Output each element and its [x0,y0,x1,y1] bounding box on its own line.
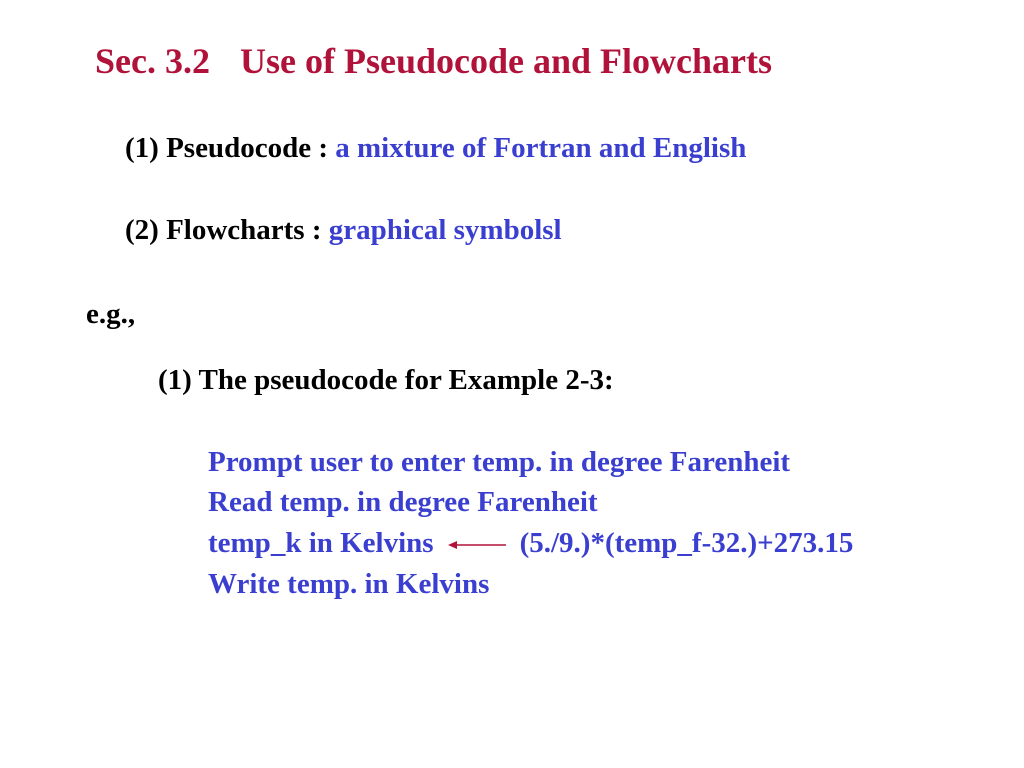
item-flowcharts-desc: graphical symbolsl [328,214,562,246]
section-number: Sec. 3.2 [95,41,210,81]
item-flowcharts-label: (2) Flowcharts : [125,214,329,246]
code-line-1: Prompt user to enter temp. in degree Farenheit [208,446,791,478]
code-line-3-left: temp_k in Kelvins [208,527,434,559]
left-arrow-icon [448,538,508,552]
item-flowcharts [125,214,562,247]
item-pseudocode-label: (1) Pseudocode : [125,132,336,164]
code-line-4: Write temp. in Kelvins [208,568,490,600]
item-pseudocode [125,132,746,165]
code-line-3 [208,527,853,560]
code-line-3-right: (5./9.)*(temp_f-32.)+273.15 [519,527,854,559]
item-pseudocode-desc: a mixture of Fortran and English [335,132,747,164]
title-text: Use of Pseudocode and Flowcharts [239,41,772,81]
eg-label: e.g., [86,298,136,330]
slide-title [95,40,772,82]
code-line-2: Read temp. in degree Farenheit [208,486,598,518]
example-heading: (1) The pseudocode for Example 2-3: [158,364,614,396]
